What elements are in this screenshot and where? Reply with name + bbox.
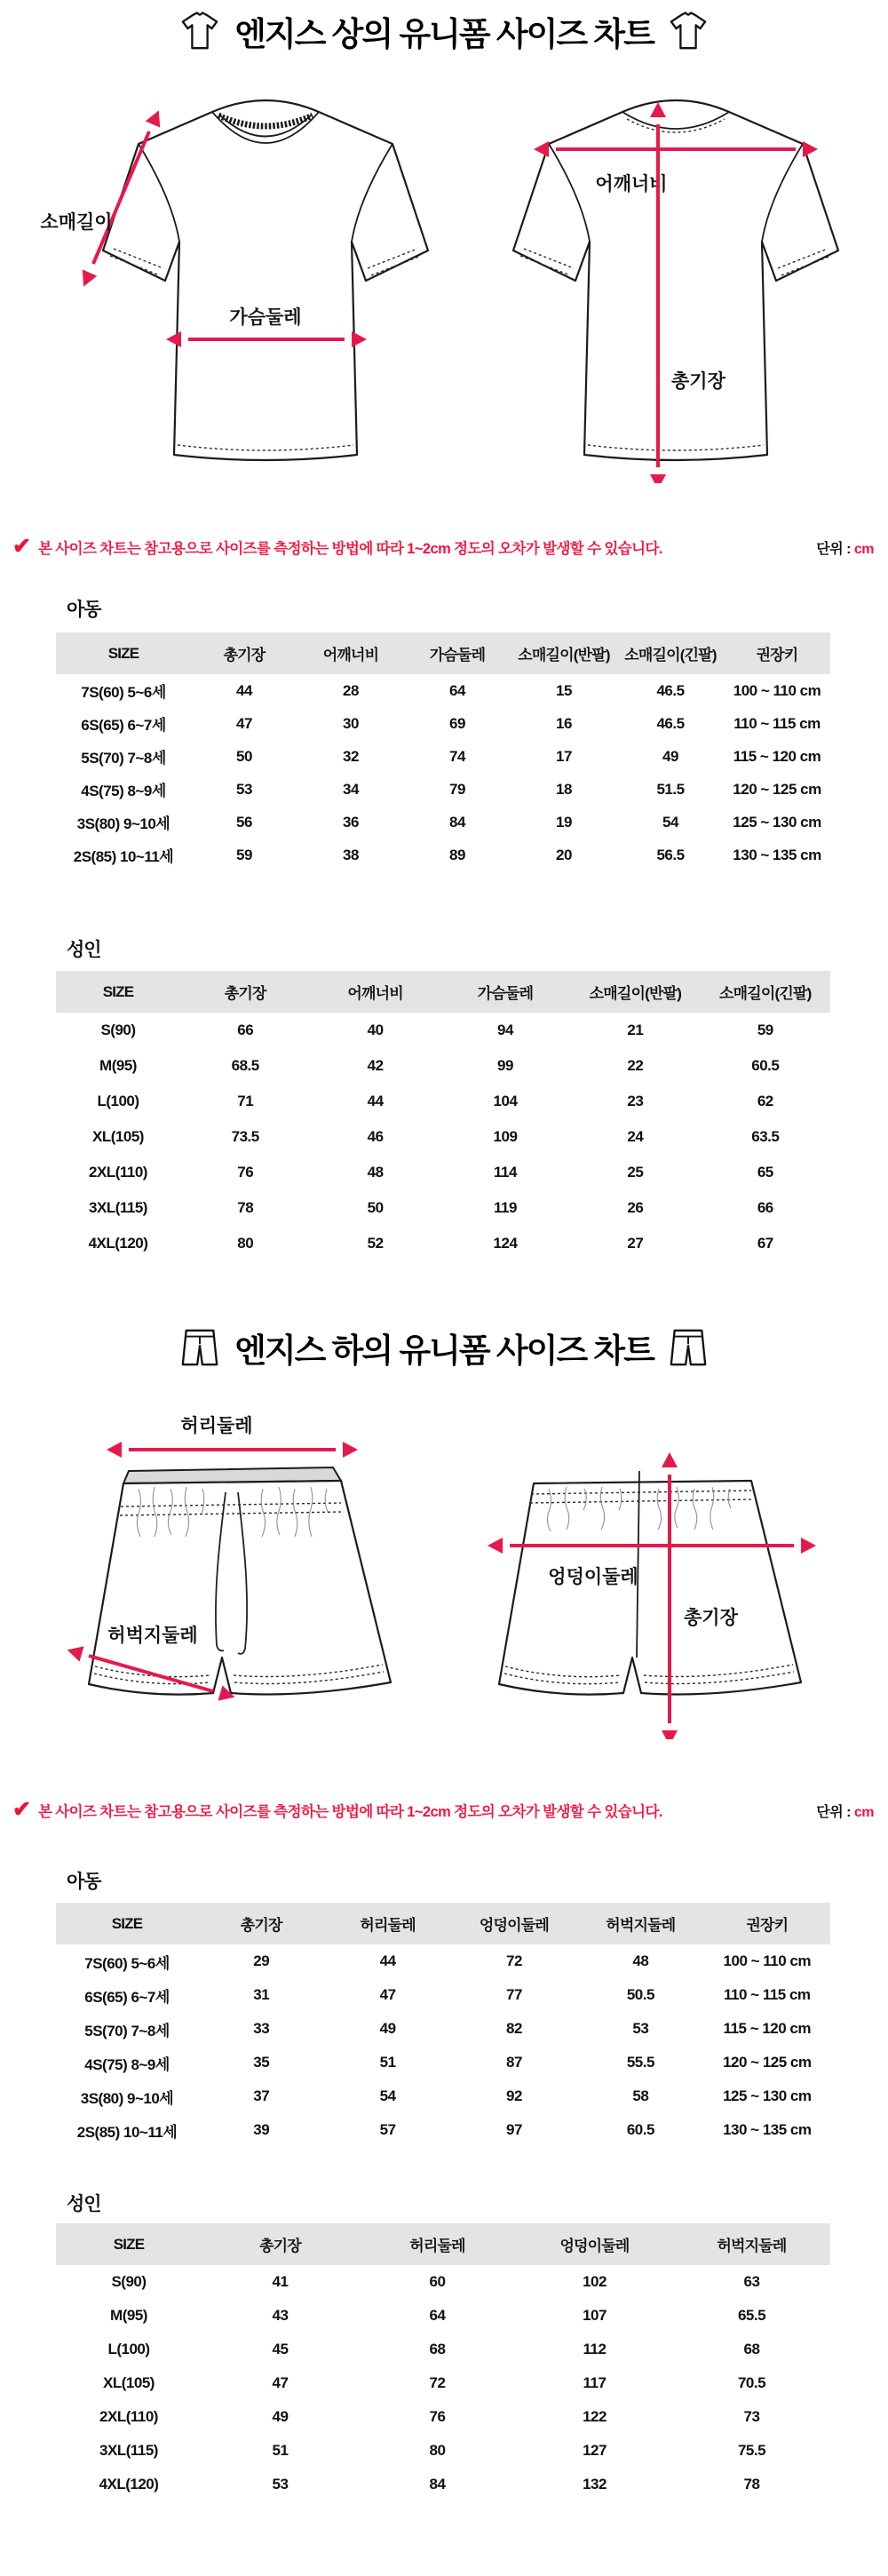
table-cell: S(90): [100, 1022, 136, 1038]
table-cell: 28: [343, 681, 359, 699]
table-cell: M(95): [99, 1057, 137, 1074]
thigh-label: 허벅지둘레: [107, 1626, 198, 1646]
table-cell: 47: [379, 1986, 396, 2003]
table-cell: 114: [494, 1164, 517, 1181]
table-cell: 25: [627, 1164, 644, 1181]
table-cell: 77: [506, 1986, 522, 2003]
table-cell: 80: [237, 1235, 254, 1252]
table-cell: 2S(85) 10~11세: [76, 2123, 178, 2141]
check-icon: ✔: [12, 1796, 31, 1822]
check-icon: ✔: [12, 533, 31, 559]
group-label-adults: 성인: [67, 2194, 101, 2214]
shorts-back-diagram: [449, 1386, 849, 1739]
table-cell: 57: [379, 2121, 396, 2138]
table-cell: 76: [429, 2408, 446, 2425]
shorts-icon: [179, 1327, 220, 1368]
table-cell: 53: [632, 2020, 649, 2037]
table-cell: 54: [662, 813, 678, 831]
table-cell: 44: [379, 1952, 396, 1969]
table-cell: 64: [449, 681, 465, 699]
table-cell: 22: [627, 1057, 644, 1074]
table-cell: 5S(70) 7~8세: [81, 750, 166, 767]
column-header: SIZE: [56, 971, 180, 1013]
table-cell: 87: [506, 2054, 522, 2071]
table-cell: 66: [237, 1022, 254, 1038]
table-cell: 71: [237, 1093, 254, 1109]
table-row: [56, 2113, 830, 2147]
table-cell: 17: [556, 747, 572, 765]
table-cell: 56.5: [656, 846, 685, 863]
table-cell: 94: [497, 1022, 513, 1038]
chest-label: 가슴둘레: [229, 307, 302, 328]
table-cell: 97: [506, 2121, 522, 2138]
table-cell: 104: [493, 1093, 518, 1109]
column-header: 총기장: [202, 2223, 359, 2265]
table-cell: 63.5: [751, 1128, 780, 1145]
shoulder-width-label: 어깨너비: [595, 174, 668, 195]
table-cell: 7S(60) 5~6세: [81, 684, 166, 701]
column-header: 허벅지둘레: [673, 2223, 830, 2265]
table-cell: 50.5: [626, 1986, 654, 2003]
table-cell: 3XL(115): [89, 1199, 147, 1216]
table-row: [56, 2333, 830, 2366]
table-cell: 72: [429, 2374, 446, 2391]
unit-label: 단위 :: [816, 541, 851, 557]
unit-value: cm: [853, 1804, 874, 1820]
table-row: [56, 1048, 830, 1084]
bottoms-diagram-row: [0, 1386, 888, 1739]
tshirt-icon: [179, 11, 220, 52]
tshirt-back-diagram: [449, 66, 849, 483]
table-cell: 45: [272, 2341, 289, 2357]
table-cell: 65.5: [737, 2307, 766, 2324]
table-cell: 55.5: [626, 2054, 654, 2071]
hip-label: 엉덩이둘레: [548, 1567, 638, 1587]
table-cell: 84: [429, 2476, 446, 2493]
table-cell: 46: [367, 1128, 384, 1145]
column-header: 소매길이(반팔): [570, 971, 700, 1013]
table-cell: 27: [627, 1235, 644, 1252]
table-cell: 34: [343, 780, 359, 798]
column-header: SIZE: [56, 632, 191, 674]
table-cell: 48: [367, 1164, 384, 1181]
column-header: 소매길이(반팔): [511, 632, 617, 674]
table-cell: 67: [757, 1235, 773, 1252]
table-cell: 127: [583, 2442, 607, 2459]
table-cell: 75.5: [737, 2442, 766, 2459]
sleeve-length-label: 소매길이: [40, 212, 113, 233]
table-cell: 5S(70) 7~8세: [84, 2022, 170, 2039]
tshirt-icon: [668, 11, 709, 52]
bottom-spacer: [0, 2501, 888, 2572]
table-cell: 4XL(120): [99, 2476, 159, 2493]
table-row: [56, 773, 830, 806]
table-cell: 48: [632, 1952, 649, 1969]
table-cell: 16: [556, 714, 572, 732]
table-cell: 2S(85) 10~11세: [73, 848, 174, 865]
table-row: [56, 1978, 830, 2012]
shorts-front-diagram: [39, 1386, 439, 1739]
table-cell: 2XL(110): [99, 2408, 158, 2425]
table-row: [56, 2299, 830, 2333]
table-cell: 3S(80) 9~10세: [80, 2089, 174, 2107]
column-header: SIZE: [56, 1903, 198, 1944]
table-cell: 23: [627, 1093, 644, 1109]
table-cell: 58: [632, 2087, 649, 2104]
table-cell: 2XL(110): [89, 1164, 147, 1181]
note-row: [0, 535, 888, 560]
table-header-row: [56, 971, 830, 1013]
table-row: [56, 806, 830, 839]
table-cell: 99: [497, 1057, 513, 1074]
table-cell: 110 ~ 115 cm: [733, 714, 821, 732]
table-cell: 44: [236, 681, 252, 699]
table-cell: 112: [583, 2341, 607, 2357]
table-row: [56, 1119, 830, 1155]
table-cell: 120 ~ 125 cm: [733, 780, 821, 798]
table-cell: 51: [379, 2054, 396, 2071]
column-header: 허리둘레: [359, 2223, 516, 2265]
table-row: [56, 1155, 830, 1190]
tops-title-row: [0, 0, 888, 55]
table-cell: 30: [343, 714, 359, 732]
table-cell: 53: [272, 2476, 289, 2493]
table-cell: 100 ~ 110 cm: [723, 1952, 812, 1969]
table-cell: 107: [583, 2307, 607, 2324]
table-cell: 62: [757, 1093, 773, 1109]
column-header: 총기장: [191, 632, 297, 674]
table-cell: 44: [367, 1093, 384, 1109]
table-cell: 37: [253, 2087, 270, 2104]
table-row: [56, 2434, 830, 2468]
column-header: 총기장: [180, 971, 310, 1013]
table-header-row: [56, 632, 830, 674]
table-cell: 125 ~ 130 cm: [733, 813, 821, 831]
column-header: SIZE: [56, 2223, 202, 2265]
table-cell: 70.5: [737, 2374, 766, 2391]
table-cell: 65: [757, 1164, 773, 1181]
table-row: [56, 2468, 830, 2501]
table-cell: 36: [343, 813, 359, 831]
table-cell: 26: [627, 1199, 644, 1216]
table-cell: 102: [583, 2273, 607, 2290]
column-header: 엉덩이둘레: [516, 2223, 673, 2265]
table-cell: 89: [449, 846, 465, 863]
table-cell: 68: [743, 2341, 760, 2357]
table-cell: 3S(80) 9~10세: [76, 815, 170, 832]
table-cell: 6S(65) 6~7세: [84, 1988, 170, 2006]
table-cell: 46.5: [656, 681, 685, 699]
unit-label: 단위 :: [816, 1804, 851, 1820]
table-cell: 117: [583, 2374, 607, 2391]
table-cell: 7S(60) 5~6세: [84, 1954, 170, 1972]
table-cell: 120 ~ 125 cm: [723, 2054, 812, 2071]
table-cell: 4S(75) 8~9세: [81, 783, 166, 799]
table-cell: 92: [506, 2087, 522, 2104]
table-cell: 60: [429, 2273, 446, 2290]
table-cell: 78: [743, 2476, 760, 2493]
table-cell: 84: [449, 813, 465, 831]
table-cell: 72: [506, 1952, 522, 1969]
tops-diagram-row: [0, 66, 888, 485]
table-cell: 51.5: [656, 780, 685, 798]
total-length-label: 총기장: [684, 1608, 738, 1628]
table-cell: 56: [236, 813, 252, 831]
column-header: 권장키: [724, 632, 830, 674]
column-header: 가슴둘레: [440, 971, 570, 1013]
table-cell: XL(105): [103, 2374, 155, 2391]
table-cell: 63: [743, 2273, 760, 2290]
table-cell: 20: [556, 846, 572, 863]
table-cell: 110 ~ 115 cm: [724, 1986, 811, 2003]
group-label-kids: 아동: [67, 600, 101, 620]
table-header-row: [56, 2223, 830, 2265]
table-cell: 74: [449, 747, 465, 765]
column-header: 허벅지둘레: [577, 1903, 703, 1944]
table-row: [56, 1013, 830, 1048]
table-cell: 124: [493, 1235, 518, 1252]
note-row: [0, 1798, 888, 1823]
column-header: 허리둘레: [324, 1903, 450, 1944]
column-header: 엉덩이둘레: [451, 1903, 577, 1944]
table-cell: 46.5: [656, 714, 685, 732]
table-cell: S(90): [111, 2273, 147, 2290]
table-cell: 47: [236, 714, 252, 732]
bottoms-kids-size-table: [56, 1903, 830, 2147]
table-cell: 76: [237, 1164, 254, 1181]
table-cell: 109: [493, 1128, 518, 1145]
table-cell: 79: [449, 780, 465, 798]
group-label-adults: 성인: [67, 940, 101, 960]
column-header: 소매길이(긴팔): [701, 971, 830, 1013]
table-cell: 18: [556, 780, 572, 798]
table-cell: 80: [429, 2442, 446, 2459]
column-header: 가슴둘레: [404, 632, 511, 674]
table-cell: 73: [743, 2408, 760, 2425]
table-cell: 132: [583, 2476, 607, 2493]
table-cell: 68.5: [231, 1057, 259, 1074]
table-cell: 53: [236, 780, 252, 798]
table-cell: 73.5: [231, 1128, 259, 1145]
table-cell: L(100): [107, 2341, 150, 2357]
table-cell: 64: [429, 2307, 446, 2324]
table-cell: 33: [253, 2020, 270, 2037]
table-cell: XL(105): [92, 1128, 144, 1145]
table-cell: 35: [253, 2054, 270, 2071]
table-cell: 49: [662, 747, 678, 765]
table-cell: L(100): [97, 1093, 139, 1109]
table-cell: 32: [343, 747, 359, 765]
column-header: 총기장: [198, 1903, 324, 1944]
table-cell: 119: [494, 1199, 517, 1216]
table-cell: 115 ~ 120 cm: [733, 747, 821, 765]
table-cell: 42: [367, 1057, 384, 1074]
table-row: [56, 1226, 830, 1261]
table-cell: 29: [253, 1952, 270, 1969]
table-cell: 3XL(115): [99, 2442, 158, 2459]
bottoms-adults-size-table: [56, 2223, 830, 2501]
table-cell: 59: [236, 846, 252, 863]
table-row: [56, 2012, 830, 2046]
table-cell: 54: [379, 2087, 396, 2104]
tops-title: 엔지스 상의 유니폼 사이즈 차트: [234, 16, 654, 52]
bottoms-title: 엔지스 하의 유니폼 사이즈 차트: [234, 1332, 654, 1369]
table-cell: 60.5: [751, 1057, 780, 1074]
table-cell: 125 ~ 130 cm: [723, 2087, 812, 2104]
total-length-label: 총기장: [671, 371, 725, 392]
shorts-icon: [668, 1327, 709, 1368]
table-row: [56, 1944, 830, 1978]
table-cell: 40: [367, 1022, 384, 1038]
unit-value: cm: [853, 541, 874, 557]
tops-kids-size-table: [56, 632, 830, 871]
table-row: [56, 1084, 830, 1119]
table-row: [56, 740, 830, 773]
table-cell: 82: [506, 2020, 522, 2037]
table-cell: 69: [449, 714, 465, 732]
table-cell: 6S(65) 6~7세: [81, 717, 166, 734]
table-cell: 19: [556, 813, 572, 831]
bottoms-title-row: [0, 1320, 888, 1375]
waist-label: 허리둘레: [180, 1416, 253, 1436]
tops-adults-size-table: [56, 971, 830, 1261]
table-row: [56, 674, 830, 707]
table-row: [56, 2046, 830, 2079]
table-cell: 78: [237, 1199, 254, 1216]
table-cell: 24: [627, 1128, 644, 1145]
table-cell: 49: [272, 2408, 289, 2425]
table-cell: 15: [556, 681, 572, 699]
table-cell: 43: [272, 2307, 289, 2324]
table-cell: 4XL(120): [88, 1235, 148, 1252]
table-cell: 31: [253, 1986, 270, 2003]
table-cell: M(95): [110, 2307, 147, 2324]
table-cell: 60.5: [626, 2121, 654, 2138]
unit-box: [816, 1801, 874, 1821]
table-cell: 115 ~ 120 cm: [723, 2020, 812, 2037]
table-cell: 39: [253, 2121, 270, 2138]
table-cell: 47: [272, 2374, 289, 2391]
table-row: [56, 2366, 830, 2400]
column-header: 어깨너비: [297, 632, 404, 674]
table-row: [56, 2265, 830, 2299]
table-cell: 4S(75) 8~9세: [84, 2055, 170, 2073]
table-row: [56, 839, 830, 871]
table-cell: 130 ~ 135 cm: [723, 2121, 812, 2138]
column-header: 권장키: [704, 1903, 830, 1944]
column-header: 소매길이(긴팔): [617, 632, 724, 674]
table-cell: 51: [272, 2442, 289, 2459]
table-row: [56, 707, 830, 740]
table-cell: 49: [379, 2020, 396, 2037]
table-header-row: [56, 1903, 830, 1944]
table-cell: 66: [757, 1199, 773, 1216]
table-cell: 100 ~ 110 cm: [733, 681, 821, 699]
table-cell: 50: [236, 747, 252, 765]
group-label-kids: 아동: [67, 1872, 101, 1892]
table-cell: 21: [627, 1022, 644, 1038]
table-cell: 50: [367, 1199, 384, 1216]
table-row: [56, 2400, 830, 2434]
column-header: 어깨너비: [310, 971, 440, 1013]
table-cell: 59: [757, 1022, 773, 1038]
table-cell: 68: [429, 2341, 446, 2357]
tshirt-front-diagram: [39, 66, 439, 483]
table-cell: 41: [272, 2273, 289, 2290]
table-row: [56, 2079, 830, 2113]
note-text: 본 사이즈 차트는 참고용으로 사이즈를 측정하는 방법에 따라 1~2cm 정도의 오차가 발생할 수 있습니다.: [37, 1804, 662, 1820]
table-cell: 122: [583, 2408, 607, 2425]
table-cell: 130 ~ 135 cm: [733, 846, 821, 863]
unit-box: [816, 537, 874, 558]
table-cell: 52: [367, 1235, 384, 1252]
table-cell: 38: [343, 846, 359, 863]
table-row: [56, 1190, 830, 1226]
note-text: 본 사이즈 차트는 참고용으로 사이즈를 측정하는 방법에 따라 1~2cm 정도의 오차가 발생할 수 있습니다.: [37, 541, 662, 557]
